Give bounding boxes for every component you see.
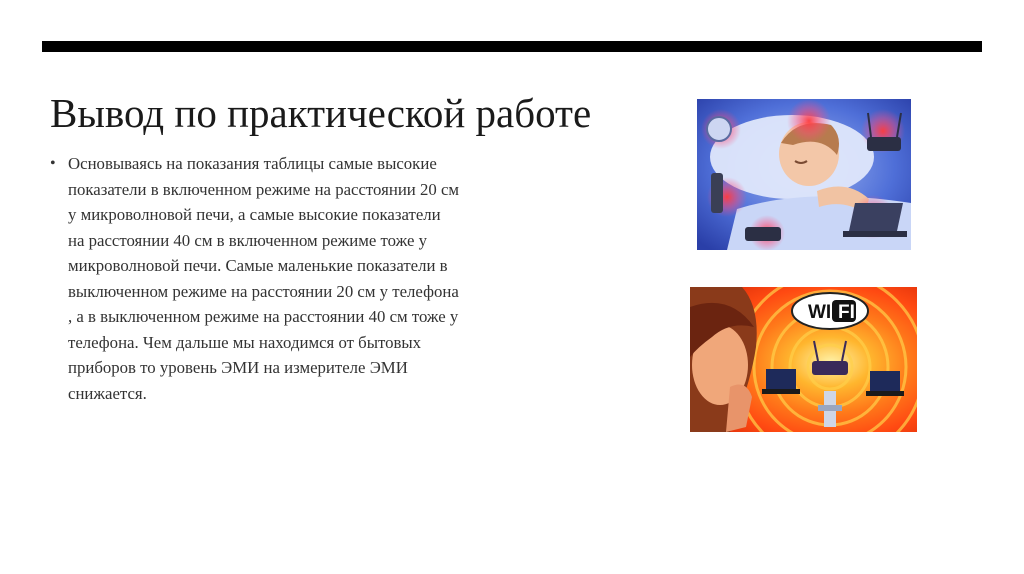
svg-text:FI: FI xyxy=(838,302,855,323)
slide-title: Вывод по практической работе xyxy=(50,90,592,136)
bullet-list xyxy=(50,151,460,406)
bullet-text: Основываясь на показания таблицы самые высокие показатели в включенном режиме на расстоянии 20 см у микроволновой печи, а самые высокие показатели на расстоянии 40 см в включенном режиме тоже у микроволновой печи. Самые маленькие показатели в выключенном режиме на расстоянии 20 см у телефона , а в выключенном режиме на расстоянии 40 см тоже у телефона. Чем дальше мы находимся от бытовых приборов то уровень ЭМИ на измерителе ЭМИ снижается. xyxy=(68,154,460,403)
wifi-radiation-photo-icon xyxy=(690,287,917,432)
wifi-logo-text: WI xyxy=(808,302,832,323)
wifi-radiation-photo xyxy=(690,287,917,432)
bullet-item xyxy=(50,151,460,406)
bullet-marker: • xyxy=(50,155,56,172)
top-decorative-bar xyxy=(42,41,982,52)
sleeping-child-among-devices-photo xyxy=(697,99,911,250)
sleeping-child-photo xyxy=(697,99,911,250)
